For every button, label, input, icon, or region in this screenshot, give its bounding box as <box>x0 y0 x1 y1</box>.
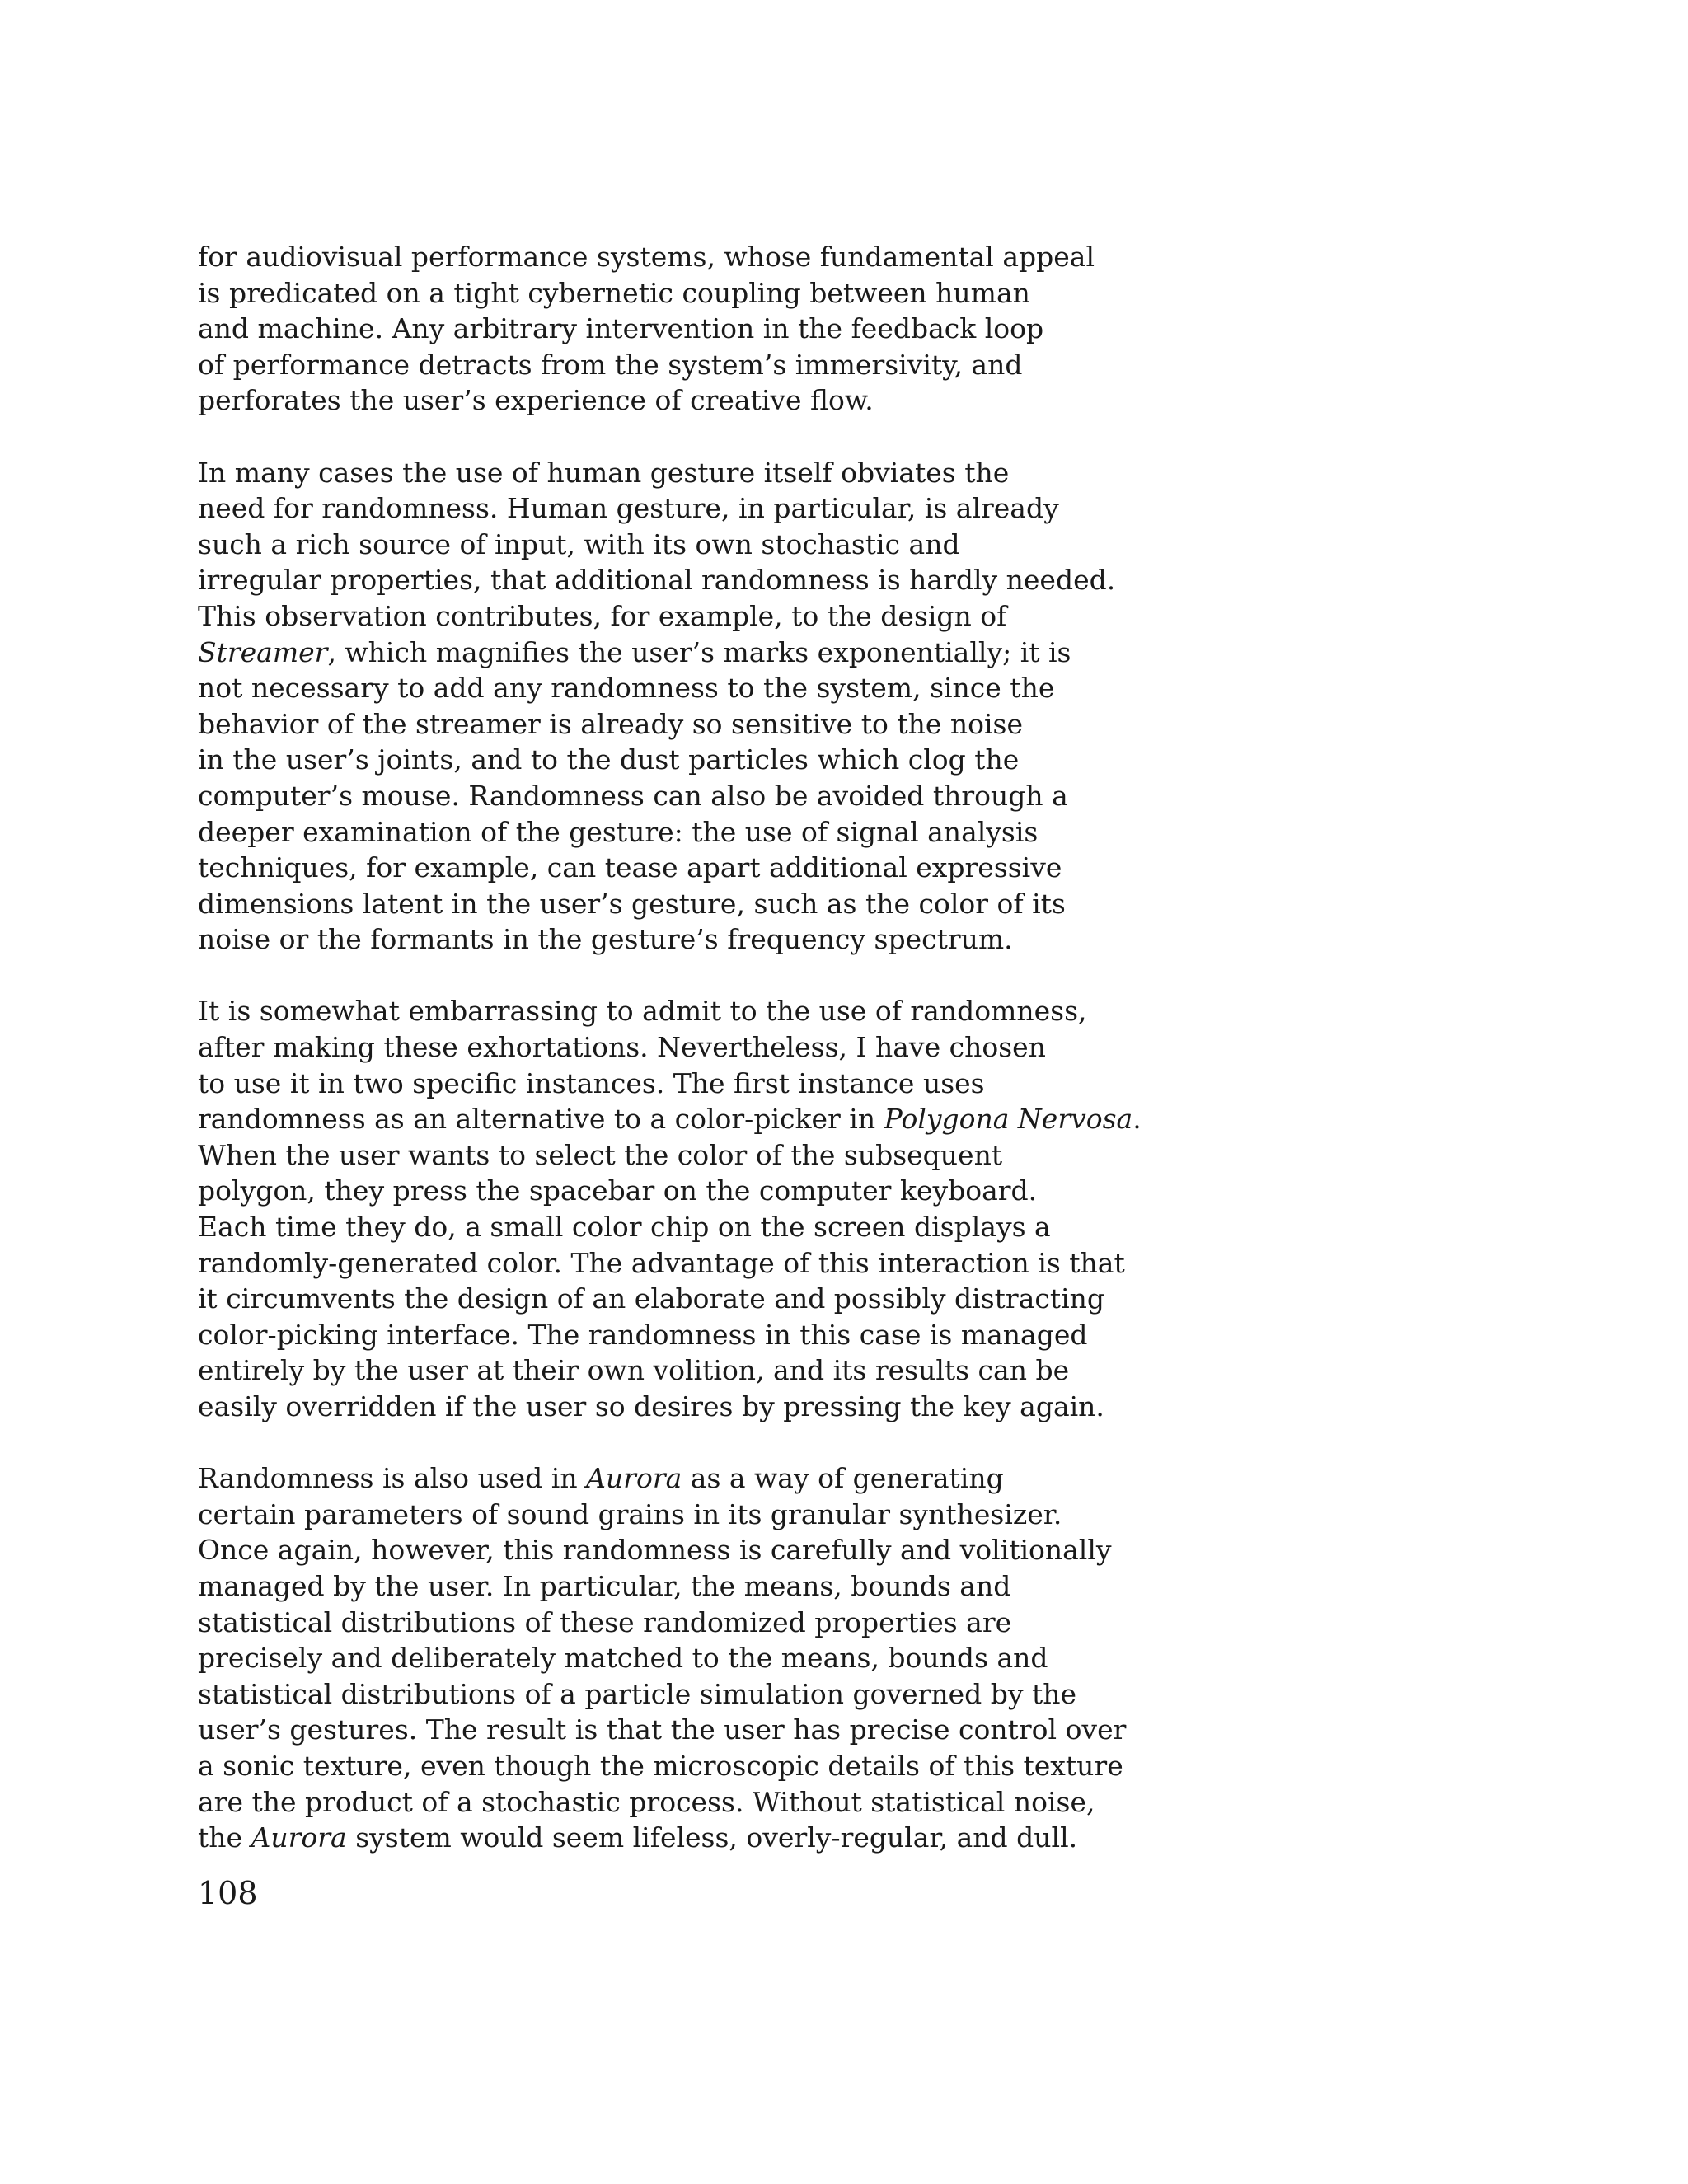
paragraph <box>198 455 1116 958</box>
text-run: is predicated on a tight cybernetic coupling between human <box>198 276 1030 309</box>
italic-title-text: Aurora <box>251 1821 347 1854</box>
paragraph <box>198 239 1104 419</box>
text-run: after making these exhortations. Nevertheless, I have chosen <box>198 1031 1046 1064</box>
text-run: In many cases the use of human gesture itself obviates the <box>198 456 1010 489</box>
text-line <box>198 921 1104 958</box>
text-line <box>198 1389 1104 1425</box>
text-line <box>198 886 1104 922</box>
text-run: computer’s mouse. Randomness can also be avoided through a <box>198 779 1068 812</box>
page-number: 108 <box>198 1875 258 1911</box>
text-line <box>198 1209 1104 1245</box>
text-line <box>198 706 1104 743</box>
text-run: certain parameters of sound grains in its granular synthesizer. <box>198 1497 1062 1530</box>
text-line <box>198 993 1104 1029</box>
text-run: of performance detracts from the system’s immersivity, and <box>198 348 1023 381</box>
paragraph <box>198 1460 1127 1856</box>
text-run: dimensions latent in the user’s gesture, such as the color of its <box>198 887 1066 920</box>
text-run: Each time they do, a small color chip on the screen displays a <box>198 1211 1051 1244</box>
text-run: entirely by the user at their own volition, and its results can be <box>198 1354 1070 1387</box>
text-run: polygon, they press the spacebar on the computer keyboard. <box>198 1174 1038 1207</box>
text-line <box>198 1137 1104 1174</box>
text-line <box>198 1317 1104 1353</box>
text-run: the <box>198 1821 251 1854</box>
text-run: precisely and deliberately matched to the means, bounds and <box>198 1642 1048 1675</box>
text-line <box>198 1497 1104 1533</box>
text-run: for audiovisual performance systems, whose fundamental appeal <box>198 241 1095 273</box>
text-line <box>198 1568 1104 1605</box>
text-line <box>198 455 1104 491</box>
text-run: need for randomness. Human gesture, in particular, is already <box>198 492 1059 525</box>
text-run: color-picking interface. The randomness in this case is managed <box>198 1318 1088 1351</box>
text-run: , which magnifies the user’s marks exponentially; it is <box>327 635 1071 668</box>
text-line <box>198 814 1104 851</box>
text-line <box>198 1245 1125 1282</box>
text-line <box>198 1173 1104 1209</box>
text-line <box>198 1066 1104 1102</box>
text-line <box>198 562 1116 598</box>
text-line <box>198 598 1104 635</box>
text-run: such a rich source of input, with its own stochastic and <box>198 527 960 560</box>
text-run: as a way of generating <box>682 1462 1004 1495</box>
text-line <box>198 527 1104 563</box>
text-line <box>198 1820 1104 1856</box>
text-run: it circumvents the design of an elaborate and possibly distracting <box>198 1282 1105 1315</box>
text-line <box>198 1532 1112 1568</box>
text-run: are the product of a stochastic process. Without statistical noise, <box>198 1785 1095 1818</box>
text-run: Randomness is also used in <box>198 1462 587 1495</box>
text-line <box>198 1748 1123 1784</box>
text-run: deeper examination of the gesture: the use of signal analysis <box>198 815 1039 848</box>
text-line <box>198 1029 1104 1066</box>
italic-title-text: Aurora <box>586 1462 682 1495</box>
body-text <box>198 239 1142 1856</box>
text-line <box>198 275 1104 312</box>
text-line <box>198 850 1104 886</box>
text-line <box>198 1605 1104 1641</box>
text-line <box>198 1640 1104 1676</box>
text-run: not necessary to add any randomness to the system, since the <box>198 672 1055 705</box>
text-run: irregular properties, that additional randomness is hardly needed. <box>198 564 1116 597</box>
text-run: When the user wants to select the color of the subsequent <box>198 1138 1003 1171</box>
text-line <box>198 382 1104 419</box>
text-run: randomness as an alternative to a color-picker in <box>198 1103 884 1136</box>
text-line <box>198 239 1104 275</box>
text-line <box>198 1712 1127 1748</box>
text-line <box>198 1784 1104 1821</box>
text-run: noise or the formants in the gesture’s frequency spectrum. <box>198 923 1013 956</box>
text-line <box>198 742 1104 778</box>
text-run: behavior of the streamer is already so sensitive to the noise <box>198 707 1023 740</box>
text-run: This observation contributes, for example, to the design of <box>198 599 1007 632</box>
text-line <box>198 670 1104 706</box>
text-run: managed by the user. In particular, the means, bounds and <box>198 1569 1011 1602</box>
paragraph <box>198 993 1142 1424</box>
text-run: Once again, however, this randomness is carefully and volitionally <box>198 1534 1112 1567</box>
text-run: techniques, for example, can tease apart additional expressive <box>198 851 1062 884</box>
text-run: . <box>1132 1103 1142 1136</box>
text-run: in the user’s joints, and to the dust particles which clog the <box>198 743 1020 776</box>
text-run: statistical distributions of these randomized properties are <box>198 1605 1012 1638</box>
italic-title-text: Polygona Nervosa <box>884 1103 1133 1136</box>
text-line <box>198 1352 1104 1389</box>
text-run: and machine. Any arbitrary intervention in the feedback loop <box>198 312 1044 345</box>
text-run: system would seem lifeless, overly-regular, and dull. <box>346 1821 1078 1854</box>
text-line <box>198 490 1104 527</box>
text-run: easily overridden if the user so desires by pressing the key again. <box>198 1390 1104 1422</box>
text-line <box>198 778 1104 814</box>
text-line <box>198 1460 1104 1497</box>
text-line <box>198 635 1104 671</box>
text-run: randomly-generated color. The advantage of this interaction is that <box>198 1246 1125 1279</box>
text-line <box>198 311 1104 347</box>
text-line <box>198 1101 1142 1137</box>
text-run: statistical distributions of a particle simulation governed by the <box>198 1677 1077 1710</box>
text-run: a sonic texture, even though the microscopic details of this texture <box>198 1749 1123 1782</box>
text-line <box>198 1676 1104 1713</box>
italic-title-text: Streamer <box>198 635 328 668</box>
text-line <box>198 1281 1104 1317</box>
text-line <box>198 347 1104 383</box>
text-run: perforates the user’s experience of creative flow. <box>198 384 874 417</box>
text-run: It is somewhat embarrassing to admit to the use of randomness, <box>198 995 1087 1028</box>
text-run: to use it in two specific instances. The first instance uses <box>198 1066 985 1099</box>
text-run: user’s gestures. The result is that the user has precise control over <box>198 1713 1127 1746</box>
